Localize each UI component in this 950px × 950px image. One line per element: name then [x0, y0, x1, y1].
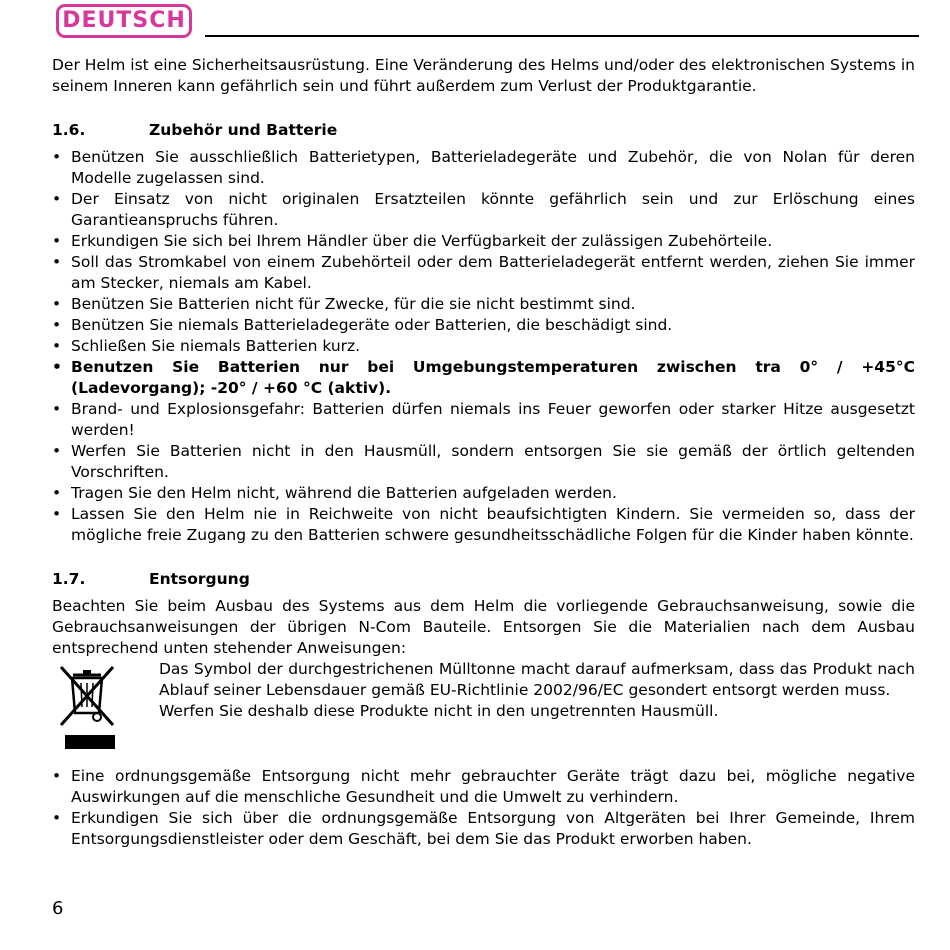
header-rule	[205, 35, 919, 37]
weee-text-2: Werfen Sie deshalb diese Produkte nicht in den ungetrennten Hausmüll.	[159, 702, 719, 720]
list-item: • Benützen Sie Batterien nicht für Zwecke, für die sie nicht bestimmt sind.	[52, 294, 915, 315]
list-item: • Benützen Sie ausschließlich Batterietypen, Batterieladegeräte und Zubehör, die von Nolan für deren Modelle zugelassen sind.	[52, 147, 915, 189]
section-title: Zubehör und Batterie	[149, 121, 338, 139]
section-heading-1-6	[52, 120, 915, 141]
page-number: 6	[52, 898, 64, 919]
accessories-battery-list	[52, 147, 915, 546]
section-number: 1.7.	[52, 570, 86, 588]
weee-text	[159, 659, 915, 722]
list-item: • Schließen Sie niemals Batterien kurz.	[52, 336, 915, 357]
list-item: • Erkundigen Sie sich bei Ihrem Händler über die Verfügbarkeit der zulässigen Zubehörteile.	[52, 231, 915, 252]
list-item-temperature-warning: • Benutzen Sie Batterien nur bei Umgebungstemperaturen zwischen tra 0° / +45°C (Ladevorgang); -20° / +60 °C (aktiv).	[52, 357, 915, 399]
section-title: Entsorgung	[149, 570, 250, 588]
language-badge-label: DEUTSCH	[62, 8, 186, 33]
weee-text-1: Das Symbol der durchgestrichenen Mülltonne macht darauf aufmerksam, dass das Produkt nach Ablauf seiner Lebensdauer gemäß EU-Richtlinie 2002/96/EC gesondert entsorgt werden muss.	[159, 660, 915, 699]
list-item: • Benützen Sie niemals Batterieladegeräte oder Batterien, die beschädigt sind.	[52, 315, 915, 336]
crossed-out-wheelie-bin-icon	[55, 661, 121, 751]
list-item: • Erkundigen Sie sich über die ordnungsgemäße Entsorgung von Altgeräten bei Ihrer Gemeinde, Ihrem Entsorgungsdienstleister oder dem Geschäft, bei dem Sie das Produkt erworben haben.	[52, 808, 915, 850]
intro-paragraph: Der Helm ist eine Sicherheitsausrüstung. Eine Veränderung des Helms und/oder des elektronischen Systems in seinem Inneren kann gefährlich sein und führt außerdem zum Verlust der Produktgarantie.	[52, 56, 915, 95]
disposal-intro: Beachten Sie beim Ausbau des Systems aus dem Helm die vorliegende Gebrauchsanweisung, sowie die Gebrauchsanweisungen der übrigen N-Com Bauteile. Entsorgen Sie die Materialien nach dem Ausbau entsprechend unten stehender Anweisungen:	[52, 597, 915, 657]
list-item: • Soll das Stromkabel von einem Zubehörteil oder dem Batterieladegerät entfernt werden, ziehen Sie immer am Stecker, niemals am Kabel.	[52, 252, 915, 294]
disposal-list	[52, 766, 915, 850]
page-content	[52, 55, 915, 850]
list-item: • Der Einsatz von nicht originalen Ersatzteilen könnte gefährlich sein und zur Erlöschung eines Garantieanspruchs führen.	[52, 189, 915, 231]
list-item: • Lassen Sie den Helm nie in Reichweite von nicht beaufsichtigten Kindern. Sie vermeiden so, dass der mögliche freie Zugang zu den Batterien schwere gesundheitsschädliche Folgen für die Kinder haben könnte.	[52, 504, 915, 546]
list-item: • Werfen Sie Batterien nicht in den Hausmüll, sondern entsorgen Sie sie gemäß der örtlich geltenden Vorschriften.	[52, 441, 915, 483]
section-number: 1.6.	[52, 121, 86, 139]
list-item: • Eine ordnungsgemäße Entsorgung nicht mehr gebrauchter Geräte trägt dazu bei, mögliche negative Auswirkungen auf die menschliche Gesundheit und die Umwelt zu verhindern.	[52, 766, 915, 808]
language-badge	[56, 4, 192, 38]
list-item: • Tragen Sie den Helm nicht, während die Batterien aufgeladen werden.	[52, 483, 915, 504]
section-heading-1-7	[52, 569, 915, 590]
list-item: • Brand- und Explosionsgefahr: Batterien dürfen niemals ins Feuer geworfen oder starker Hitze ausgesetzt werden!	[52, 399, 915, 441]
weee-notice	[52, 659, 915, 754]
